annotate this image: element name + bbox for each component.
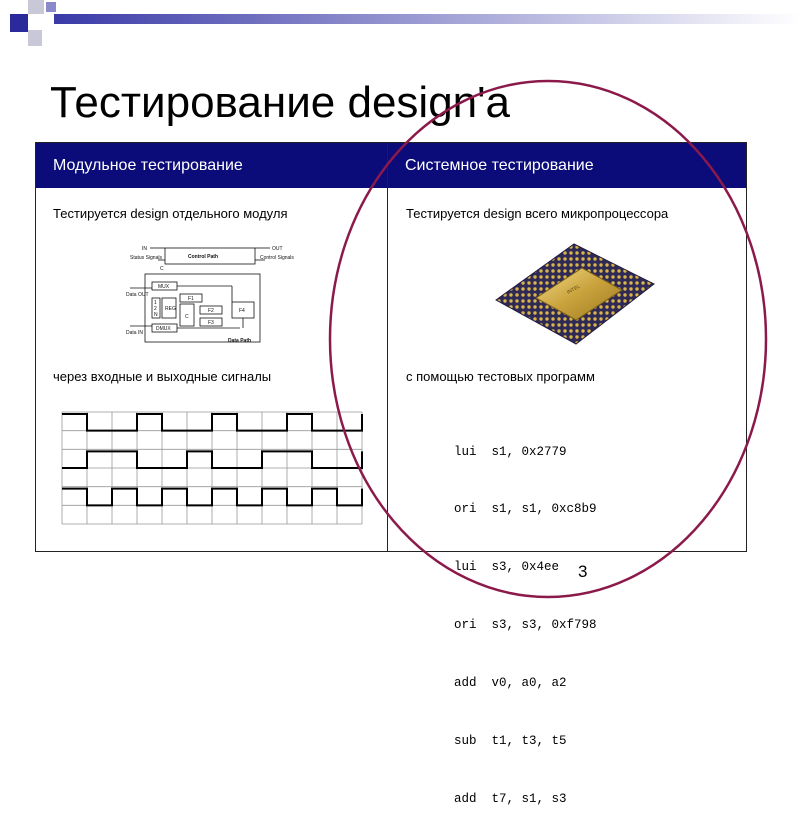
diagram-label-in: IN bbox=[142, 246, 147, 252]
timing-diagram bbox=[60, 410, 366, 530]
table-header-right bbox=[388, 143, 746, 188]
diagram-label-c-top: C bbox=[160, 266, 164, 272]
column-divider bbox=[387, 143, 388, 551]
header-system-testing: Системное тестирование bbox=[405, 157, 594, 174]
svg-text:INTEL: INTEL bbox=[566, 283, 582, 296]
header-gradient-bar bbox=[54, 14, 800, 24]
test-program-code bbox=[454, 404, 597, 829]
diagram-label-f4: F4 bbox=[239, 308, 245, 314]
diagram-label-f1: F1 bbox=[188, 296, 194, 302]
code-line: add t7, s1, s3 bbox=[454, 791, 567, 806]
diagram-label-c-mid: C bbox=[185, 314, 189, 320]
code-line: sub t1, t3, t5 bbox=[454, 734, 567, 749]
code-line: lui s3, 0x4ee bbox=[454, 560, 560, 575]
decor-square-1 bbox=[10, 14, 28, 32]
slide-title: Тестирование design'а bbox=[50, 78, 511, 127]
code-line: lui s1, 0x2779 bbox=[454, 444, 567, 459]
page-number: 3 bbox=[578, 562, 588, 581]
right-caption-top: Тестируется design всего микропроцессора bbox=[406, 206, 669, 221]
diagram-label-f3: F3 bbox=[208, 320, 214, 326]
waveform-signal-1 bbox=[62, 414, 362, 431]
diagram-label-control-path: Control Path bbox=[188, 254, 218, 260]
code-line: ori s3, s3, 0xf798 bbox=[454, 618, 597, 633]
diagram-label-data-path: Data Path bbox=[228, 338, 252, 344]
diagram-label-out: OUT bbox=[272, 246, 283, 252]
decor-square-3 bbox=[28, 30, 42, 46]
diagram-label-f2: F2 bbox=[208, 308, 214, 314]
left-caption-bottom: через входные и выходные сигналы bbox=[53, 369, 272, 384]
diagram-label-data-out: Data OUT bbox=[126, 292, 149, 298]
right-caption-bottom: с помощью тестовых программ bbox=[406, 369, 595, 384]
diagram-label-mux: MUX bbox=[158, 284, 170, 290]
diagram-label-n2: 2 bbox=[154, 306, 157, 312]
left-caption-top: Тестируется design отдельного модуля bbox=[53, 206, 288, 221]
waveform-signal-2 bbox=[62, 451, 362, 468]
code-line: ori s1, s1, 0xc8b9 bbox=[454, 502, 597, 517]
diagram-label-status-signals: Status Signals bbox=[130, 255, 162, 261]
diagram-label-control-signals: Control Signals bbox=[260, 255, 294, 261]
decor-square-4 bbox=[46, 2, 56, 12]
microprocessor-image bbox=[484, 232, 662, 352]
table-header-left bbox=[36, 143, 387, 188]
waveform-signal-3 bbox=[62, 489, 362, 506]
decor-square-2 bbox=[28, 0, 44, 14]
code-line: add v0, a0, a2 bbox=[454, 676, 567, 691]
diagram-label-n1: 1 bbox=[154, 300, 157, 306]
diagram-label-data-in: Data IN bbox=[126, 330, 143, 336]
diagram-label-reg: REG bbox=[165, 306, 176, 312]
diagram-label-dmux: DMUX bbox=[156, 326, 171, 332]
diagram-label-nN: N bbox=[154, 312, 158, 318]
header-unit-testing: Модульное тестирование bbox=[53, 157, 243, 174]
block-diagram bbox=[120, 238, 300, 348]
